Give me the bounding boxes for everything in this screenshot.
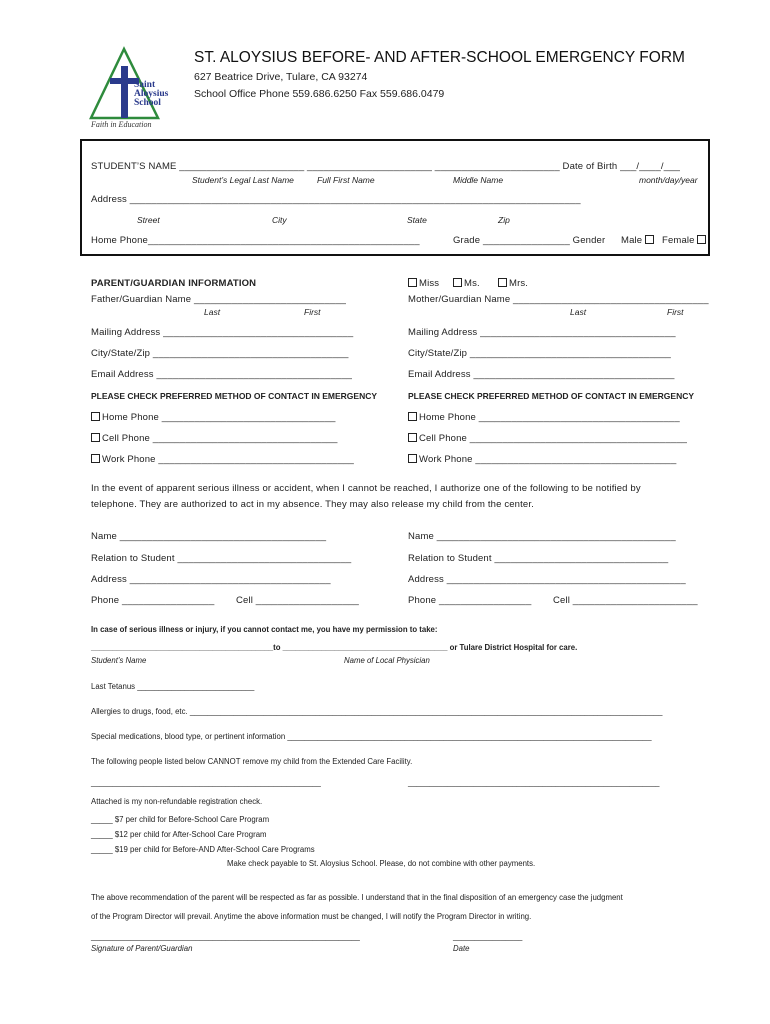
father-work-checkbox[interactable] (91, 454, 100, 463)
street-label: Street (137, 215, 160, 225)
student-name-label: Student’s Name (91, 656, 147, 665)
father-home-checkbox[interactable] (91, 412, 100, 421)
fee-before-school[interactable]: _____ $7 per child for Before-School Care Program (91, 815, 270, 824)
male-label: Male (621, 235, 643, 246)
logo-tagline: Faith in Education (91, 120, 152, 129)
female-checkbox[interactable] (697, 235, 706, 244)
father-mailing-line[interactable]: Mailing Address ___________________________________ (91, 327, 354, 338)
mother-mailing-line[interactable]: Mailing Address ____________________________________ (408, 327, 676, 338)
student-name-line[interactable]: STUDENT’S NAME _______________________ _______________________ _______________________ Date of Birth ___/____/___ (91, 161, 681, 172)
contact2-cell-line[interactable]: Cell _______________________ (553, 595, 698, 606)
date-line[interactable]: ________________ (453, 932, 523, 941)
male-checkbox[interactable] (645, 235, 654, 244)
fee-after-school[interactable]: _____ $12 per child for After-School Care Program (91, 830, 267, 839)
title-ms-option[interactable] (453, 278, 480, 289)
logo-text (134, 81, 168, 108)
grade-gender-line[interactable]: Grade ________________ Gender (453, 235, 606, 246)
dob-format-label: month/day/year (639, 175, 698, 185)
registration-check-text: Attached is my non-refundable registration check. (91, 797, 263, 806)
contact1-phone-line[interactable]: Phone _________________ (91, 595, 215, 606)
father-home-phone[interactable] (91, 412, 336, 423)
contact1-name-line[interactable]: Name ______________________________________ (91, 531, 327, 542)
cannot-remove-blank-left[interactable]: _____________________________________________________ (91, 778, 321, 787)
father-csz-line[interactable]: City/State/Zip ____________________________________ (91, 348, 349, 359)
student-address-line[interactable]: Address ___________________________________________________________________________________ (91, 194, 581, 205)
mother-cell-phone[interactable] (408, 433, 687, 444)
contact2-relation-line[interactable]: Relation to Student ________________________________ (408, 553, 669, 564)
cannot-remove-blank-right[interactable]: __________________________________________________________ (408, 778, 660, 787)
signature-label: Signature of Parent/Guardian (91, 944, 193, 953)
logo-line-2: Aloysius (134, 89, 169, 99)
ms-checkbox[interactable] (453, 278, 462, 287)
special-medications-line[interactable]: Special medications, blood type, or pertinent information ____________________________________________________________________________________ (91, 732, 652, 741)
authorization-line-1: In the event of apparent serious illness or accident, when I cannot be reached, I authorize one of the following to be notified by (91, 483, 641, 494)
contact2-phone-line[interactable]: Phone _________________ (408, 595, 532, 606)
father-email-line[interactable]: Email Address ____________________________________ (91, 369, 353, 380)
mother-last-label: Last (570, 307, 587, 317)
father-name-line[interactable]: Father/Guardian Name ____________________________ (91, 294, 347, 305)
school-phone: School Office Phone 559.686.6250 Fax 559.686.0479 (194, 88, 445, 100)
school-address: 627 Beatrice Drive, Tulare, CA 93274 (194, 71, 368, 83)
zip-label: Zip (498, 215, 510, 225)
mother-email-line[interactable]: Email Address _____________________________________ (408, 369, 675, 380)
mother-work-checkbox[interactable] (408, 454, 417, 463)
state-label: State (407, 215, 427, 225)
mother-home-phone[interactable] (408, 412, 680, 423)
miss-label: Miss (419, 278, 440, 289)
contact-heading-right: PLEASE CHECK PREFERRED METHOD OF CONTACT IN EMERGENCY (408, 391, 695, 401)
full-first-name-label: Full First Name (317, 175, 375, 185)
contact2-name-line[interactable]: Name ____________________________________________ (408, 531, 676, 542)
authorization-line-2: telephone. They are authorized to act in my absence. They may also release my child from the center. (91, 499, 534, 510)
title-miss-option[interactable] (408, 278, 439, 289)
medical-permission-line[interactable]: __________________________________________to ______________________________________ or Tulare District Hospital for care. (91, 643, 578, 652)
father-cell-phone[interactable] (91, 433, 338, 444)
mother-first-label: First (667, 307, 684, 317)
closing-line-2: of the Program Director will prevail. Anytime the above information must be changed, I will notify the Program Director in writing. (91, 912, 532, 921)
father-home-label: Home Phone ________________________________ (102, 412, 336, 423)
mother-work-phone[interactable] (408, 454, 676, 465)
father-last-label: Last (204, 307, 221, 317)
city-label: City (272, 215, 287, 225)
legal-last-name-label: Student’s Legal Last Name (192, 175, 294, 185)
tetanus-line[interactable]: Last Tetanus ___________________________ (91, 682, 255, 691)
contact2-address-line[interactable]: Address ____________________________________________ (408, 574, 686, 585)
miss-checkbox[interactable] (408, 278, 417, 287)
mrs-checkbox[interactable] (498, 278, 507, 287)
date-label: Date (453, 944, 470, 953)
fee-both-programs[interactable]: _____ $19 per child for Before-AND After-School Care Programs (91, 845, 315, 854)
logo-line-1: Saint (134, 80, 156, 90)
closing-line-1: The above recommendation of the parent will be respected as far as possible. I understand that in the final disposition of an emergency case the judgment (91, 893, 623, 902)
allergies-line[interactable]: Allergies to drugs, food, etc. _____________________________________________________________________________________________________________ (91, 707, 663, 716)
father-cell-label: Cell Phone __________________________________ (102, 433, 338, 444)
contact-heading-left: PLEASE CHECK PREFERRED METHOD OF CONTACT IN EMERGENCY (91, 391, 378, 401)
payable-note: Make check payable to St. Aloysius School. Please, do not combine with other payments. (227, 859, 536, 868)
contact1-relation-line[interactable]: Relation to Student ________________________________ (91, 553, 352, 564)
contact1-address-line[interactable]: Address _____________________________________ (91, 574, 331, 585)
father-work-label: Work Phone ____________________________________ (102, 454, 354, 465)
father-work-phone[interactable] (91, 454, 354, 465)
mother-home-label: Home Phone _____________________________________ (419, 412, 680, 423)
middle-name-label: Middle Name (453, 175, 504, 185)
mother-csz-line[interactable]: City/State/Zip _____________________________________ (408, 348, 671, 359)
mother-home-checkbox[interactable] (408, 412, 417, 421)
cannot-remove-text: The following people listed below CANNOT remove my child from the Extended Care Facility. (91, 757, 413, 766)
gender-female-option[interactable] (662, 235, 708, 246)
home-phone-line[interactable]: Home Phone__________________________________________________ (91, 235, 420, 246)
female-label: Female (662, 235, 695, 246)
physician-label: Name of Local Physician (344, 656, 430, 665)
parent-heading: PARENT/GUARDIAN INFORMATION (91, 278, 257, 289)
contact1-cell-line[interactable]: Cell ___________________ (236, 595, 359, 606)
signature-line[interactable]: ______________________________________________________________ (91, 932, 360, 941)
mother-cell-label: Cell Phone ________________________________________ (419, 433, 688, 444)
gender-male-option[interactable] (621, 235, 656, 246)
logo-line-3: School (134, 98, 161, 108)
mother-name-line[interactable]: Mother/Guardian Name ____________________________________ (408, 294, 709, 305)
title-mrs-option[interactable] (498, 278, 528, 289)
form-title: ST. ALOYSIUS BEFORE- AND AFTER-SCHOOL EMERGENCY FORM (194, 49, 685, 66)
mother-work-label: Work Phone _____________________________________ (419, 454, 677, 465)
mother-cell-checkbox[interactable] (408, 433, 417, 442)
father-cell-checkbox[interactable] (91, 433, 100, 442)
mrs-label: Mrs. (509, 278, 529, 289)
father-first-label: First (304, 307, 321, 317)
ms-label: Ms. (464, 278, 480, 289)
medical-heading: In case of serious illness or injury, if you cannot contact me, you have my permission to take: (91, 625, 438, 634)
